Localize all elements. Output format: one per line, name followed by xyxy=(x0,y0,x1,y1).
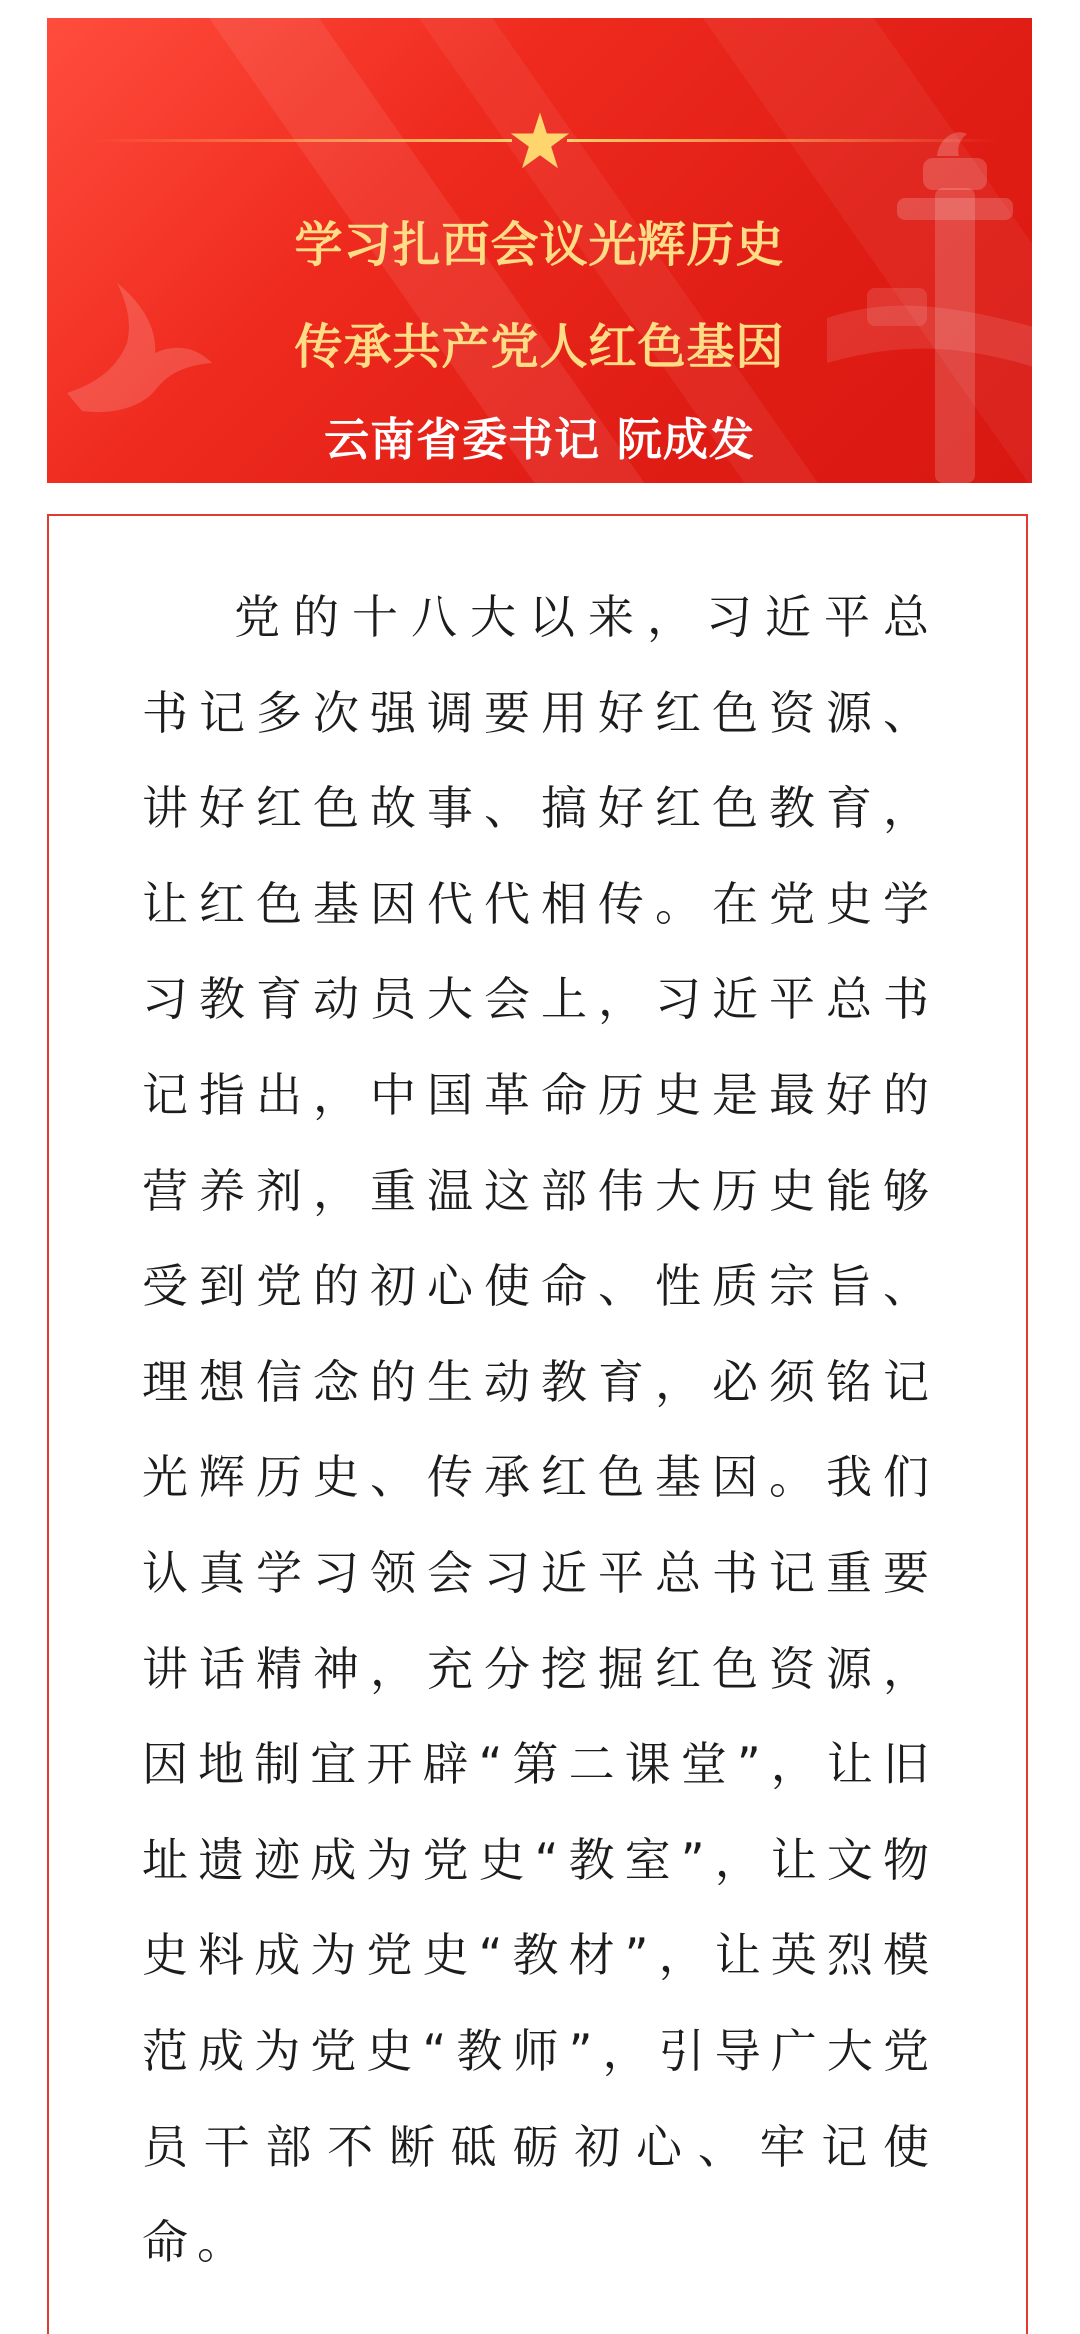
star-icon xyxy=(509,110,571,172)
article-box xyxy=(47,514,1028,2334)
header-banner xyxy=(47,18,1032,483)
banner-title-line-2: 传承共产党人红色基因 xyxy=(294,319,785,375)
gold-divider-left xyxy=(92,139,512,142)
article-paragraph: 党的十八大以来，习近平总书记多次强调要用好红色资源、讲好红色故事、搞好红色教育，让红色基因代代相传。在党史学习教育动员大会上，习近平总书记指出，中国革命历史是最好的营养剂，重温这部伟大历史能够受到党的初心使命、性质宗旨、理想信念的生动教育，必须铭记光辉历史、传承红色基因。我们认真学习领会习近平总书记重要讲话精神，充分挖掘红色资源，因地制宜开辟“第二课堂”，让旧址遗迹成为党史“教室”，让文物史料成为党史“教材”，让英烈模范成为党史“教师”，引导广大党员干部不断砥砺初心、牢记使命。 xyxy=(142,590,938,2270)
banner-byline: 云南省委书记 阮成发 xyxy=(324,413,755,466)
banner-title-line-1: 学习扎西会议光辉历史 xyxy=(294,217,785,273)
